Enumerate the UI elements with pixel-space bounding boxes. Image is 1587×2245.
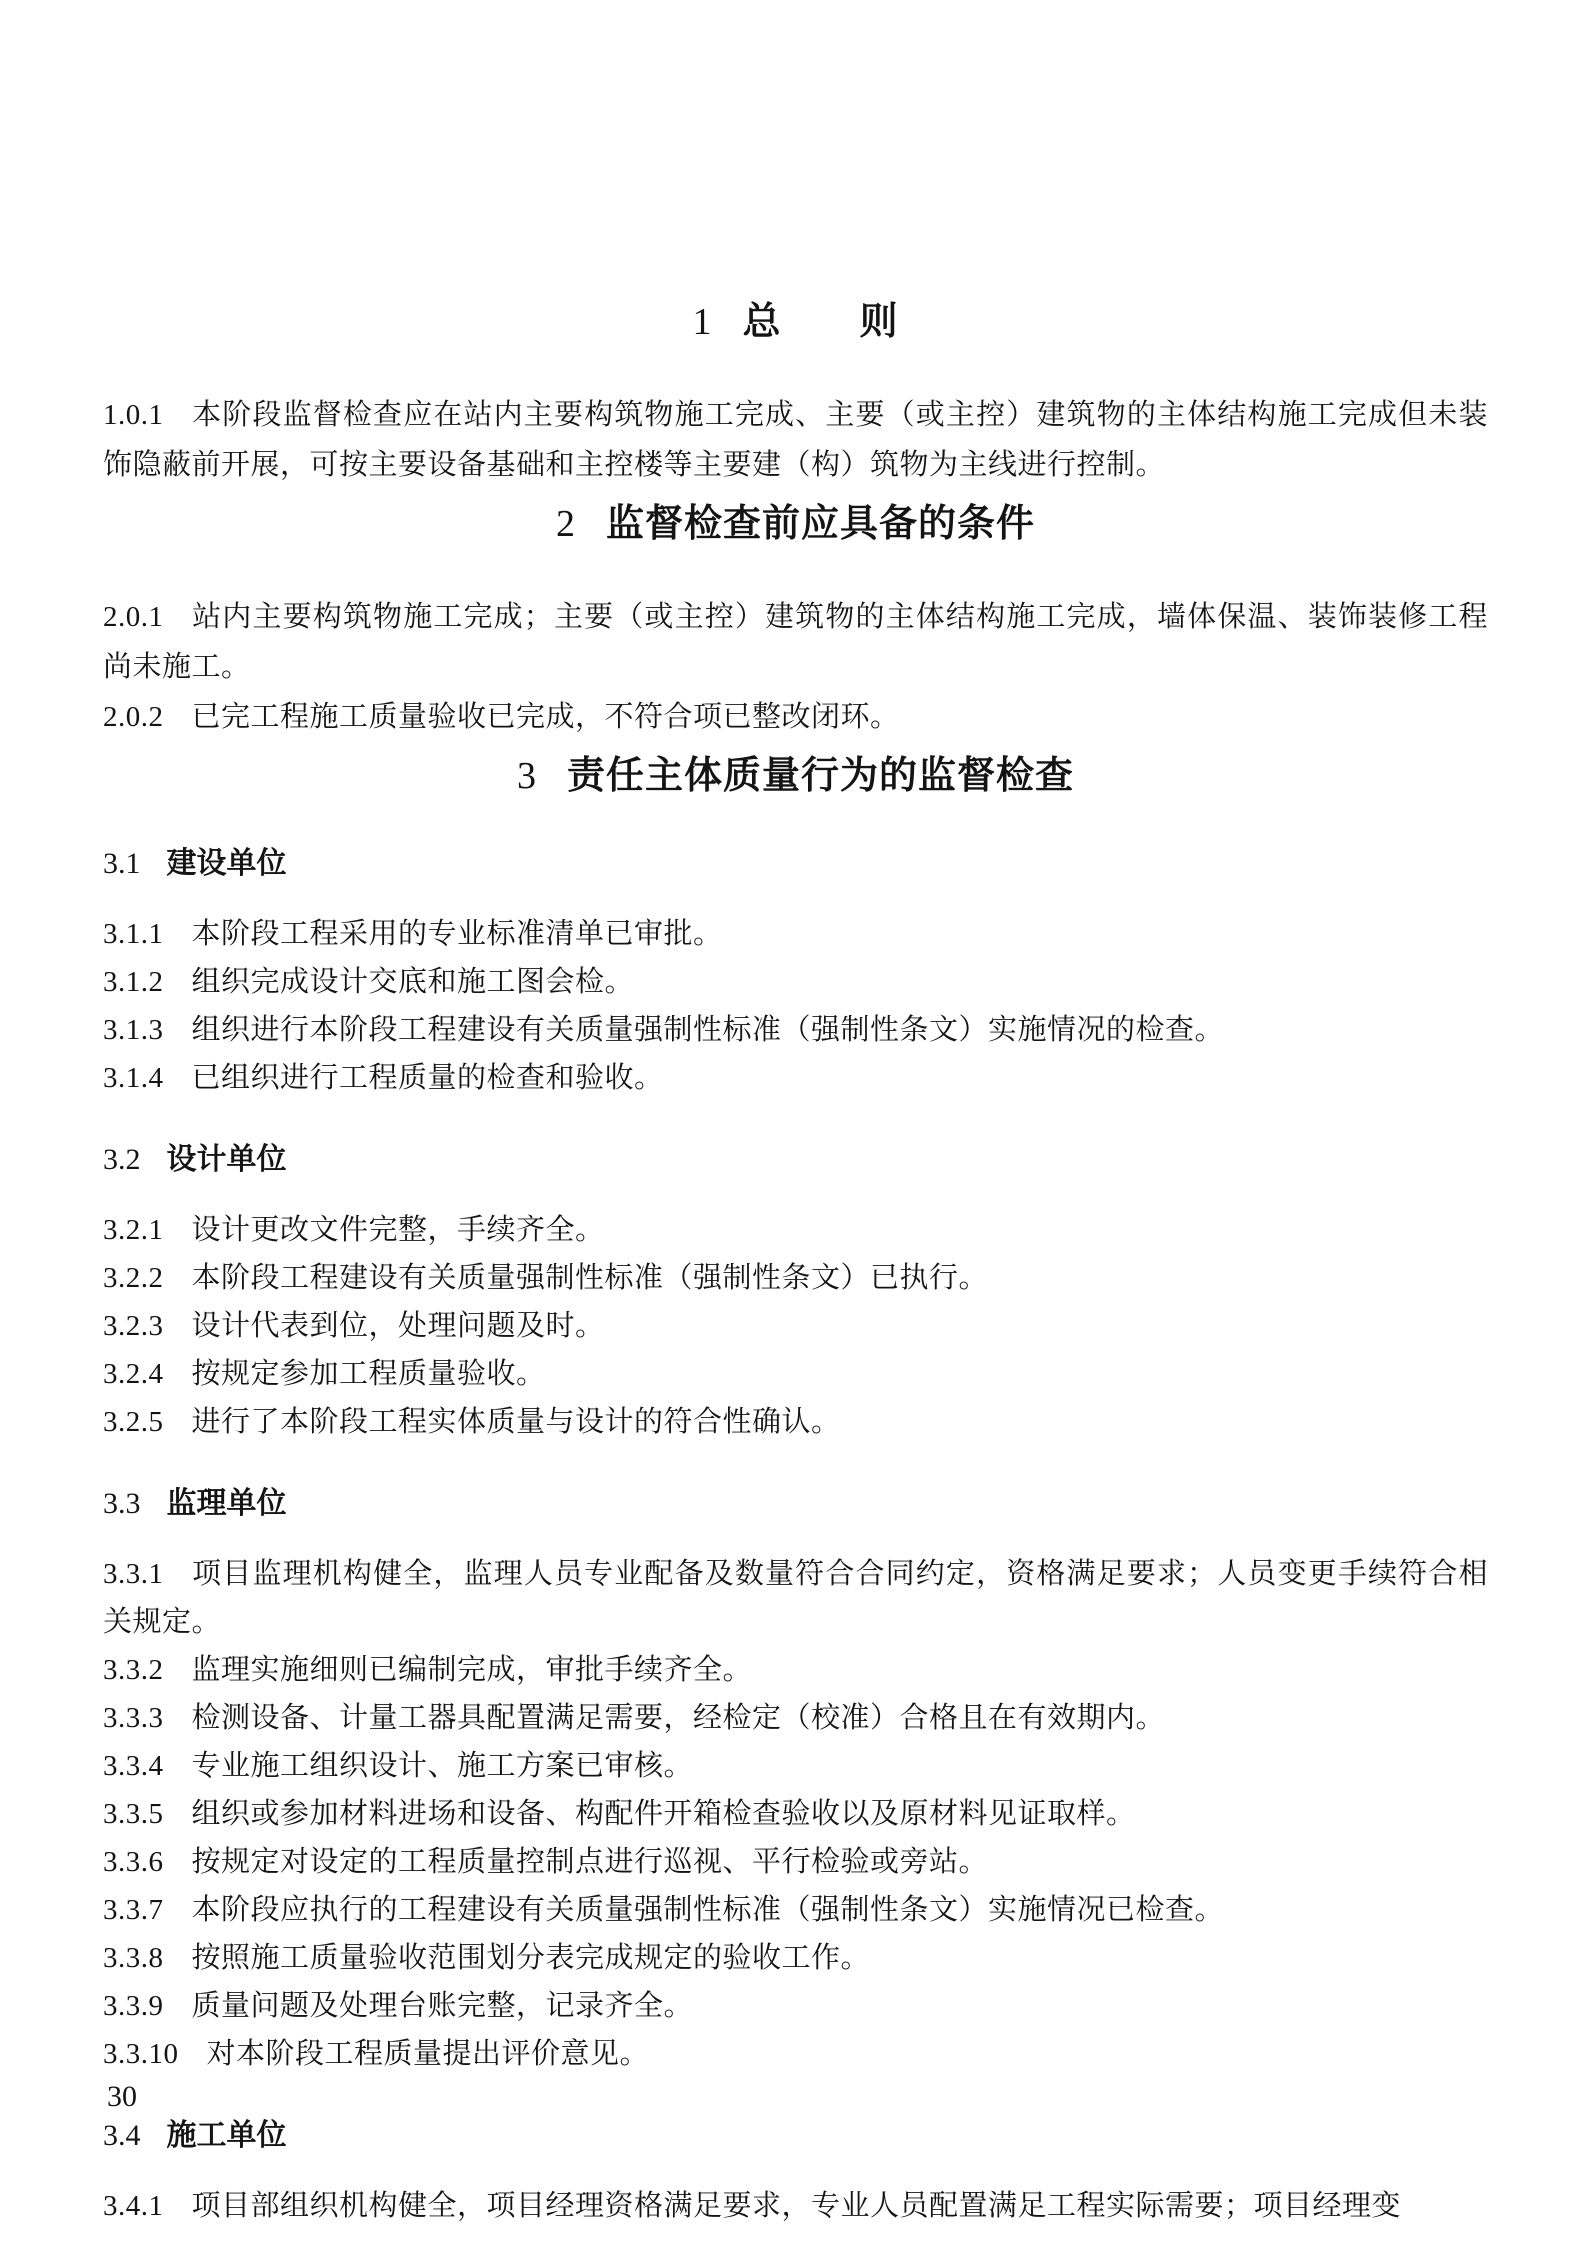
subsection-title: 监理单位 [166, 1487, 287, 1520]
clause-text: 进行了本阶段工程实体质量与设计的符合性确认。 [191, 1406, 841, 1438]
subsection-3-2 [103, 1140, 1488, 1446]
chapter-1-title [103, 300, 1488, 344]
clause-3-4-1 [103, 2182, 1488, 2230]
clause-3-3-9 [103, 1982, 1488, 2030]
clause-text: 按照施工质量验收范围划分表完成规定的验收工作。 [191, 1942, 871, 1974]
clause-number: 3.3.7 [103, 1894, 164, 1926]
chapter-2-title [103, 502, 1488, 546]
chapter-3-title-text: 责任主体质量行为的监督检查 [566, 755, 1074, 797]
clause-3-2-2 [103, 1254, 1488, 1302]
clause-number: 3.2.4 [103, 1358, 164, 1390]
clause-text: 本阶段监督检查应在站内主要构筑物施工完成、主要（或主控）建筑物的主体结构施工完成但未装饰隐蔽前开展，可按主要设备基础和主控楼等主要建（构）筑物为主线进行控制。 [103, 399, 1488, 481]
clause-number: 3.1.4 [103, 1062, 164, 1094]
clause-3-1-1 [103, 910, 1488, 958]
clause-number: 3.2.3 [103, 1310, 164, 1342]
clause-3-3-10 [103, 2030, 1488, 2078]
clause-3-3-7 [103, 1886, 1488, 1934]
clause-2-0-2 [103, 692, 1488, 742]
clause-number: 3.3.1 [103, 1558, 164, 1590]
subsection-title: 设计单位 [166, 1143, 287, 1176]
clause-number: 3.1.1 [103, 918, 164, 950]
subsection-number: 3.4 [103, 2119, 141, 2152]
subsection-3-4-heading [103, 2116, 1488, 2156]
clause-number: 3.2.1 [103, 1214, 164, 1246]
clause-text: 本阶段应执行的工程建设有关质量强制性标准（强制性条文）实施情况已检查。 [191, 1894, 1225, 1926]
clause-text: 对本阶段工程质量提出评价意见。 [206, 2038, 650, 2070]
clause-3-3-2 [103, 1646, 1488, 1694]
clause-number: 2.0.1 [103, 601, 164, 633]
subsection-3-3-heading [103, 1484, 1488, 1524]
clause-text: 专业施工组织设计、施工方案已审核。 [191, 1750, 694, 1782]
clause-text: 质量问题及处理台账完整，记录齐全。 [191, 1990, 694, 2022]
subsection-number: 3.1 [103, 847, 141, 880]
subsection-3-2-heading [103, 1140, 1488, 1180]
clause-text: 项目部组织机构健全，项目经理资格满足要求，专业人员配置满足工程实际需要；项目经理变 [191, 2190, 1402, 2222]
chapter-2-title-text: 监督检查前应具备的条件 [605, 503, 1035, 545]
clause-text: 已完工程施工质量验收已完成，不符合项已整改闭环。 [191, 701, 900, 733]
clause-3-3-8 [103, 1934, 1488, 1982]
chapter-2 [103, 502, 1488, 742]
clause-3-3-3 [103, 1694, 1488, 1742]
subsection-3-4 [103, 2116, 1488, 2230]
clause-number: 3.1.2 [103, 966, 164, 998]
clause-3-2-3 [103, 1302, 1488, 1350]
clause-text: 设计更改文件完整，手续齐全。 [191, 1214, 605, 1246]
chapter-1-title-text: 总 则 [742, 301, 899, 343]
clause-number: 3.3.5 [103, 1798, 164, 1830]
clause-number: 3.3.6 [103, 1846, 164, 1878]
chapter-1 [103, 300, 1488, 490]
clause-text: 监理实施细则已编制完成，审批手续齐全。 [191, 1654, 753, 1686]
clause-number: 3.2.2 [103, 1262, 164, 1294]
clause-text: 按规定参加工程质量验收。 [191, 1358, 546, 1390]
clause-3-3-6 [103, 1838, 1488, 1886]
clause-3-2-1 [103, 1206, 1488, 1254]
subsection-title: 建设单位 [166, 847, 287, 880]
clause-number: 3.4.1 [103, 2190, 164, 2222]
clause-3-3-1 [103, 1550, 1488, 1646]
clause-number: 3.2.5 [103, 1406, 164, 1438]
page-number: 30 [107, 2080, 137, 2113]
clause-3-3-4 [103, 1742, 1488, 1790]
clause-number: 1.0.1 [103, 399, 164, 431]
clause-text: 检测设备、计量工器具配置满足需要，经检定（校准）合格且在有效期内。 [191, 1702, 1166, 1734]
clause-number: 3.3.9 [103, 1990, 164, 2022]
clause-text: 站内主要构筑物施工完成；主要（或主控）建筑物的主体结构施工完成，墙体保温、装饰装修工程尚未施工。 [103, 601, 1488, 683]
clause-text: 按规定对设定的工程质量控制点进行巡视、平行检验或旁站。 [191, 1846, 989, 1878]
subsection-3-1 [103, 844, 1488, 1102]
chapter-1-number: 1 [692, 301, 713, 343]
clause-3-2-5 [103, 1398, 1488, 1446]
clause-3-1-4 [103, 1054, 1488, 1102]
clause-number: 3.1.3 [103, 1014, 164, 1046]
clause-text: 组织或参加材料进场和设备、构配件开箱检查验收以及原材料见证取样。 [191, 1798, 1136, 1830]
clause-number: 3.3.8 [103, 1942, 164, 1974]
subsection-title: 施工单位 [166, 2119, 287, 2152]
clause-text: 设计代表到位，处理问题及时。 [191, 1310, 605, 1342]
clause-text: 项目监理机构健全，监理人员专业配备及数量符合合同约定，资格满足要求；人员变更手续符合相关规定。 [103, 1558, 1488, 1638]
clause-number: 3.3.3 [103, 1702, 164, 1734]
clause-text: 本阶段工程建设有关质量强制性标准（强制性条文）已执行。 [191, 1262, 989, 1294]
chapter-3 [103, 754, 1488, 2230]
clause-3-1-3 [103, 1006, 1488, 1054]
clause-number: 3.3.2 [103, 1654, 164, 1686]
chapter-3-number: 3 [516, 755, 537, 797]
subsection-number: 3.2 [103, 1143, 141, 1176]
clause-number: 2.0.2 [103, 701, 164, 733]
clause-text: 组织完成设计交底和施工图会检。 [191, 966, 635, 998]
clause-1-0-1 [103, 390, 1488, 490]
subsection-3-3 [103, 1484, 1488, 2078]
clause-3-3-5 [103, 1790, 1488, 1838]
clause-text: 已组织进行工程质量的检查和验收。 [191, 1062, 664, 1094]
clause-number: 3.3.4 [103, 1750, 164, 1782]
clause-number: 3.3.10 [103, 2038, 179, 2070]
subsection-number: 3.3 [103, 1487, 141, 1520]
chapter-2-number: 2 [555, 503, 576, 545]
subsection-3-1-heading [103, 844, 1488, 884]
clause-text: 组织进行本阶段工程建设有关质量强制性标准（强制性条文）实施情况的检查。 [191, 1014, 1225, 1046]
clause-3-2-4 [103, 1350, 1488, 1398]
chapter-3-title [103, 754, 1488, 798]
clause-text: 本阶段工程采用的专业标准清单已审批。 [191, 918, 723, 950]
clause-3-1-2 [103, 958, 1488, 1006]
clause-2-0-1 [103, 592, 1488, 692]
